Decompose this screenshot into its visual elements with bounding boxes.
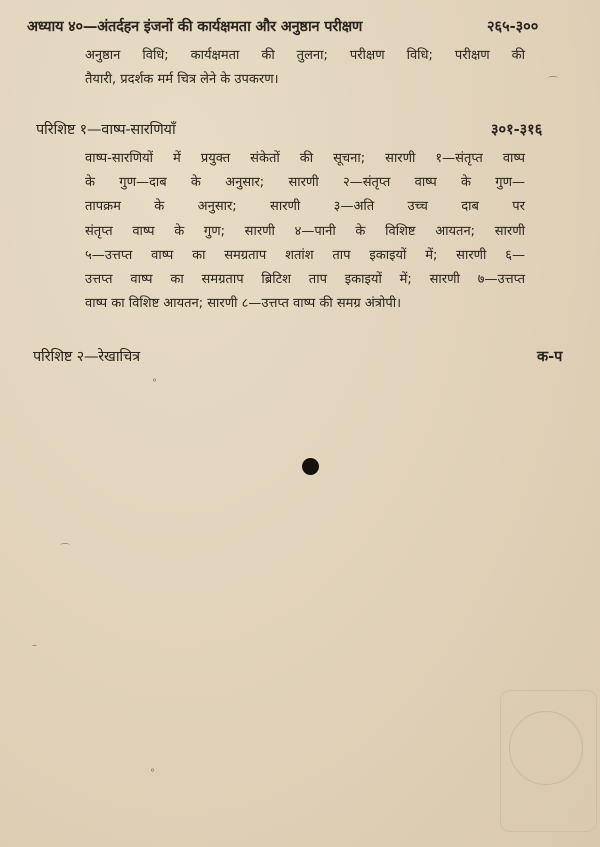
ink-dot — [302, 458, 319, 475]
appendix-1-title: परिशिष्ट १—वाष्प-सारणियाँ — [36, 122, 176, 138]
description-line: वाष्प का विशिष्ट आयतन; सारणी ८—उत्तप्त वाष्प की समग्र अंत्रोपी। — [85, 296, 402, 312]
appendix-1-description — [85, 147, 525, 316]
description-line: के गुण—दाब के अनुसार; सारणी २—संतृप्त वाष्प के गुण— — [85, 175, 525, 191]
library-stamp-watermark — [500, 690, 597, 832]
chapter-40-pages: २६५-३०० — [487, 19, 539, 35]
paper-speck: ° — [150, 768, 155, 779]
description-line: तैयारी, प्रदर्शक मर्म चित्र लेने के उपकरण। — [85, 72, 279, 88]
chapter-40-description — [85, 44, 525, 92]
appendix-1-pages: ३०१-३१६ — [491, 122, 543, 138]
description-line: अनुष्ठान विधि; कार्यक्षमता की तुलना; परीक्षण विधि; परीक्षण की — [85, 48, 525, 63]
toc-entry-chapter-40 — [0, 16, 600, 88]
chapter-40-title: अध्याय ४०—अंतर्दहन इंजनों की कार्यक्षमता और अनुष्ठान परीक्षण — [27, 19, 363, 35]
description-line: वाष्प-सारणियों में प्रयुक्त संकेतों की सूचना; सारणी १—संतृप्त वाष्प — [85, 151, 525, 166]
paper-speck: ⌒ — [60, 544, 70, 555]
toc-entry-appendix-2 — [0, 346, 600, 370]
globe-emblem-icon — [509, 711, 583, 785]
description-line: उत्तप्त वाष्प का समग्रताप ब्रिटिश ताप इकाइयों में; सारणी ७—उत्तप्त — [85, 272, 525, 288]
description-line: संतृप्त वाष्प के गुण; सारणी ४—पानी के विशिष्ट आयतन; सारणी — [85, 223, 525, 239]
description-line: तापक्रम के अनुसार; सारणी ३—अति उच्च दाब पर — [85, 199, 525, 215]
paper-speck: ⌒ — [548, 77, 558, 88]
paper-speck: ° — [152, 378, 157, 389]
toc-entry-appendix-1 — [0, 119, 600, 312]
description-line: ५—उत्तप्त वाष्प का समग्रताप शतांश ताप इकाइयों में; सारणी ६— — [85, 247, 525, 263]
paper-speck: – — [32, 640, 37, 651]
appendix-2-title: परिशिष्ट २—रेखाचित्र — [33, 349, 140, 365]
appendix-2-pages: क-प — [537, 349, 563, 365]
